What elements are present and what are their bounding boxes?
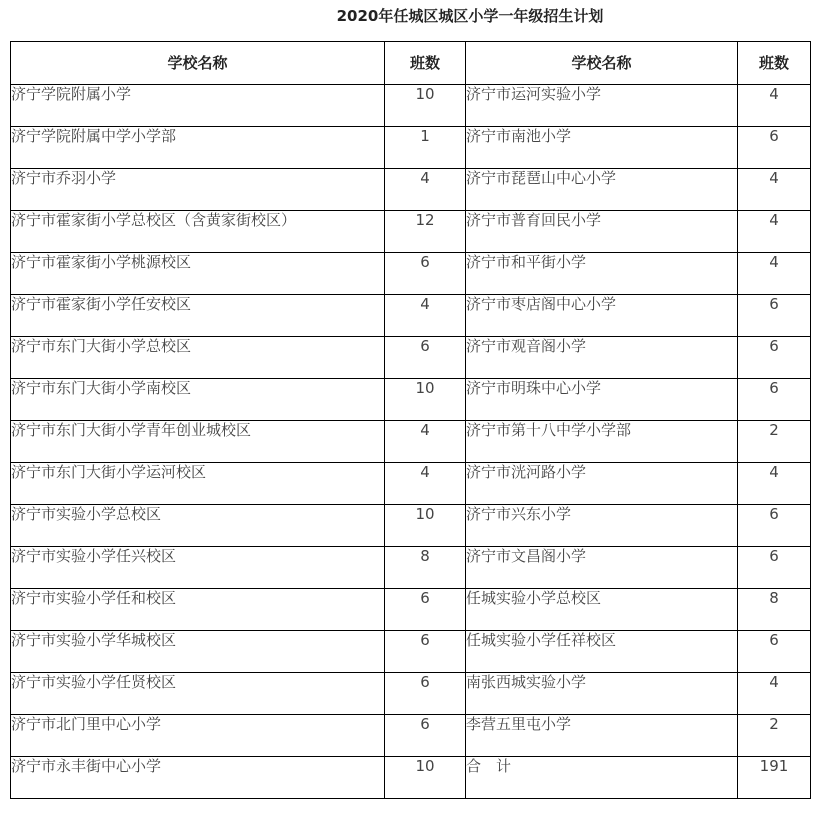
school-name-left: 济宁市实验小学总校区 xyxy=(11,505,385,547)
class-count-left: 12 xyxy=(385,211,466,253)
table-row xyxy=(11,505,811,547)
school-name-left: 济宁学院附属小学 xyxy=(11,85,385,127)
school-name-left: 济宁学院附属中学小学部 xyxy=(11,127,385,169)
class-count-right: 2 xyxy=(738,421,811,463)
school-name-right: 济宁市普育回民小学 xyxy=(466,211,738,253)
class-count-right: 6 xyxy=(738,631,811,673)
table-row xyxy=(11,127,811,169)
school-name-left: 济宁市实验小学任兴校区 xyxy=(11,547,385,589)
school-name-left: 济宁市乔羽小学 xyxy=(11,169,385,211)
class-count-left: 6 xyxy=(385,673,466,715)
table-row xyxy=(11,379,811,421)
school-name-right: 济宁市文昌阁小学 xyxy=(466,547,738,589)
table-row xyxy=(11,547,811,589)
school-name-right: 济宁市琵琶山中心小学 xyxy=(466,169,738,211)
enrollment-plan-table xyxy=(10,41,811,799)
table-row xyxy=(11,463,811,505)
class-count-left: 4 xyxy=(385,463,466,505)
table-row xyxy=(11,85,811,127)
class-count-left: 10 xyxy=(385,85,466,127)
class-count-left: 4 xyxy=(385,421,466,463)
class-count-left: 8 xyxy=(385,547,466,589)
table-row xyxy=(11,421,811,463)
class-count-left: 6 xyxy=(385,337,466,379)
school-name-right: 济宁市和平街小学 xyxy=(466,253,738,295)
school-name-right: 南张西城实验小学 xyxy=(466,673,738,715)
school-name-left: 济宁市霍家街小学总校区（含黄家街校区） xyxy=(11,211,385,253)
table-header-row xyxy=(11,42,811,85)
class-count-right: 6 xyxy=(738,337,811,379)
school-name-left: 济宁市永丰街中心小学 xyxy=(11,757,385,799)
class-count-right: 6 xyxy=(738,127,811,169)
school-name-right: 李营五里屯小学 xyxy=(466,715,738,757)
school-name-right: 济宁市枣店阁中心小学 xyxy=(466,295,738,337)
school-name-left: 济宁市东门大街小学南校区 xyxy=(11,379,385,421)
table-row xyxy=(11,295,811,337)
header-class-count-left: 班数 xyxy=(385,42,466,85)
class-count-right: 6 xyxy=(738,547,811,589)
class-count-right: 6 xyxy=(738,295,811,337)
table-row xyxy=(11,757,811,799)
school-name-left: 济宁市霍家街小学任安校区 xyxy=(11,295,385,337)
class-count-left: 10 xyxy=(385,757,466,799)
document-title: 2020年任城区城区小学一年级招生计划 xyxy=(336,7,604,25)
class-count-right: 2 xyxy=(738,715,811,757)
school-name-right: 济宁市南池小学 xyxy=(466,127,738,169)
class-count-right: 8 xyxy=(738,589,811,631)
table-row xyxy=(11,631,811,673)
class-count-right: 4 xyxy=(738,463,811,505)
class-count-left: 4 xyxy=(385,295,466,337)
class-count-right: 4 xyxy=(738,85,811,127)
table-row xyxy=(11,337,811,379)
table-row xyxy=(11,715,811,757)
school-name-right: 任城实验小学总校区 xyxy=(466,589,738,631)
class-count-left: 6 xyxy=(385,631,466,673)
table-row xyxy=(11,253,811,295)
header-school-name-left: 学校名称 xyxy=(11,42,385,85)
school-name-right: 济宁市明珠中心小学 xyxy=(466,379,738,421)
school-name-left: 济宁市北门里中心小学 xyxy=(11,715,385,757)
table-row xyxy=(11,589,811,631)
table-row xyxy=(11,211,811,253)
class-count-right: 6 xyxy=(738,505,811,547)
school-name-right: 济宁市观音阁小学 xyxy=(466,337,738,379)
school-name-left: 济宁市实验小学任和校区 xyxy=(11,589,385,631)
school-name-right: 济宁市第十八中学小学部 xyxy=(466,421,738,463)
class-count-right: 4 xyxy=(738,253,811,295)
class-count-right: 6 xyxy=(738,379,811,421)
total-value: 191 xyxy=(738,757,811,799)
class-count-right: 4 xyxy=(738,169,811,211)
total-label: 合 计 xyxy=(466,757,738,799)
school-name-left: 济宁市霍家街小学桃源校区 xyxy=(11,253,385,295)
table-row xyxy=(11,169,811,211)
school-name-right: 济宁市洸河路小学 xyxy=(466,463,738,505)
school-name-left: 济宁市实验小学任贤校区 xyxy=(11,673,385,715)
class-count-left: 10 xyxy=(385,505,466,547)
class-count-left: 6 xyxy=(385,589,466,631)
school-name-right: 济宁市运河实验小学 xyxy=(466,85,738,127)
school-name-left: 济宁市东门大街小学运河校区 xyxy=(11,463,385,505)
class-count-left: 4 xyxy=(385,169,466,211)
class-count-left: 10 xyxy=(385,379,466,421)
class-count-right: 4 xyxy=(738,673,811,715)
header-class-count-right: 班数 xyxy=(738,42,811,85)
school-name-left: 济宁市东门大街小学青年创业城校区 xyxy=(11,421,385,463)
table-row xyxy=(11,673,811,715)
school-name-left: 济宁市东门大街小学总校区 xyxy=(11,337,385,379)
class-count-right: 4 xyxy=(738,211,811,253)
school-name-right: 任城实验小学任祥校区 xyxy=(466,631,738,673)
school-name-right: 济宁市兴东小学 xyxy=(466,505,738,547)
class-count-left: 6 xyxy=(385,253,466,295)
school-name-left: 济宁市实验小学华城校区 xyxy=(11,631,385,673)
class-count-left: 6 xyxy=(385,715,466,757)
header-school-name-right: 学校名称 xyxy=(466,42,738,85)
class-count-left: 1 xyxy=(385,127,466,169)
